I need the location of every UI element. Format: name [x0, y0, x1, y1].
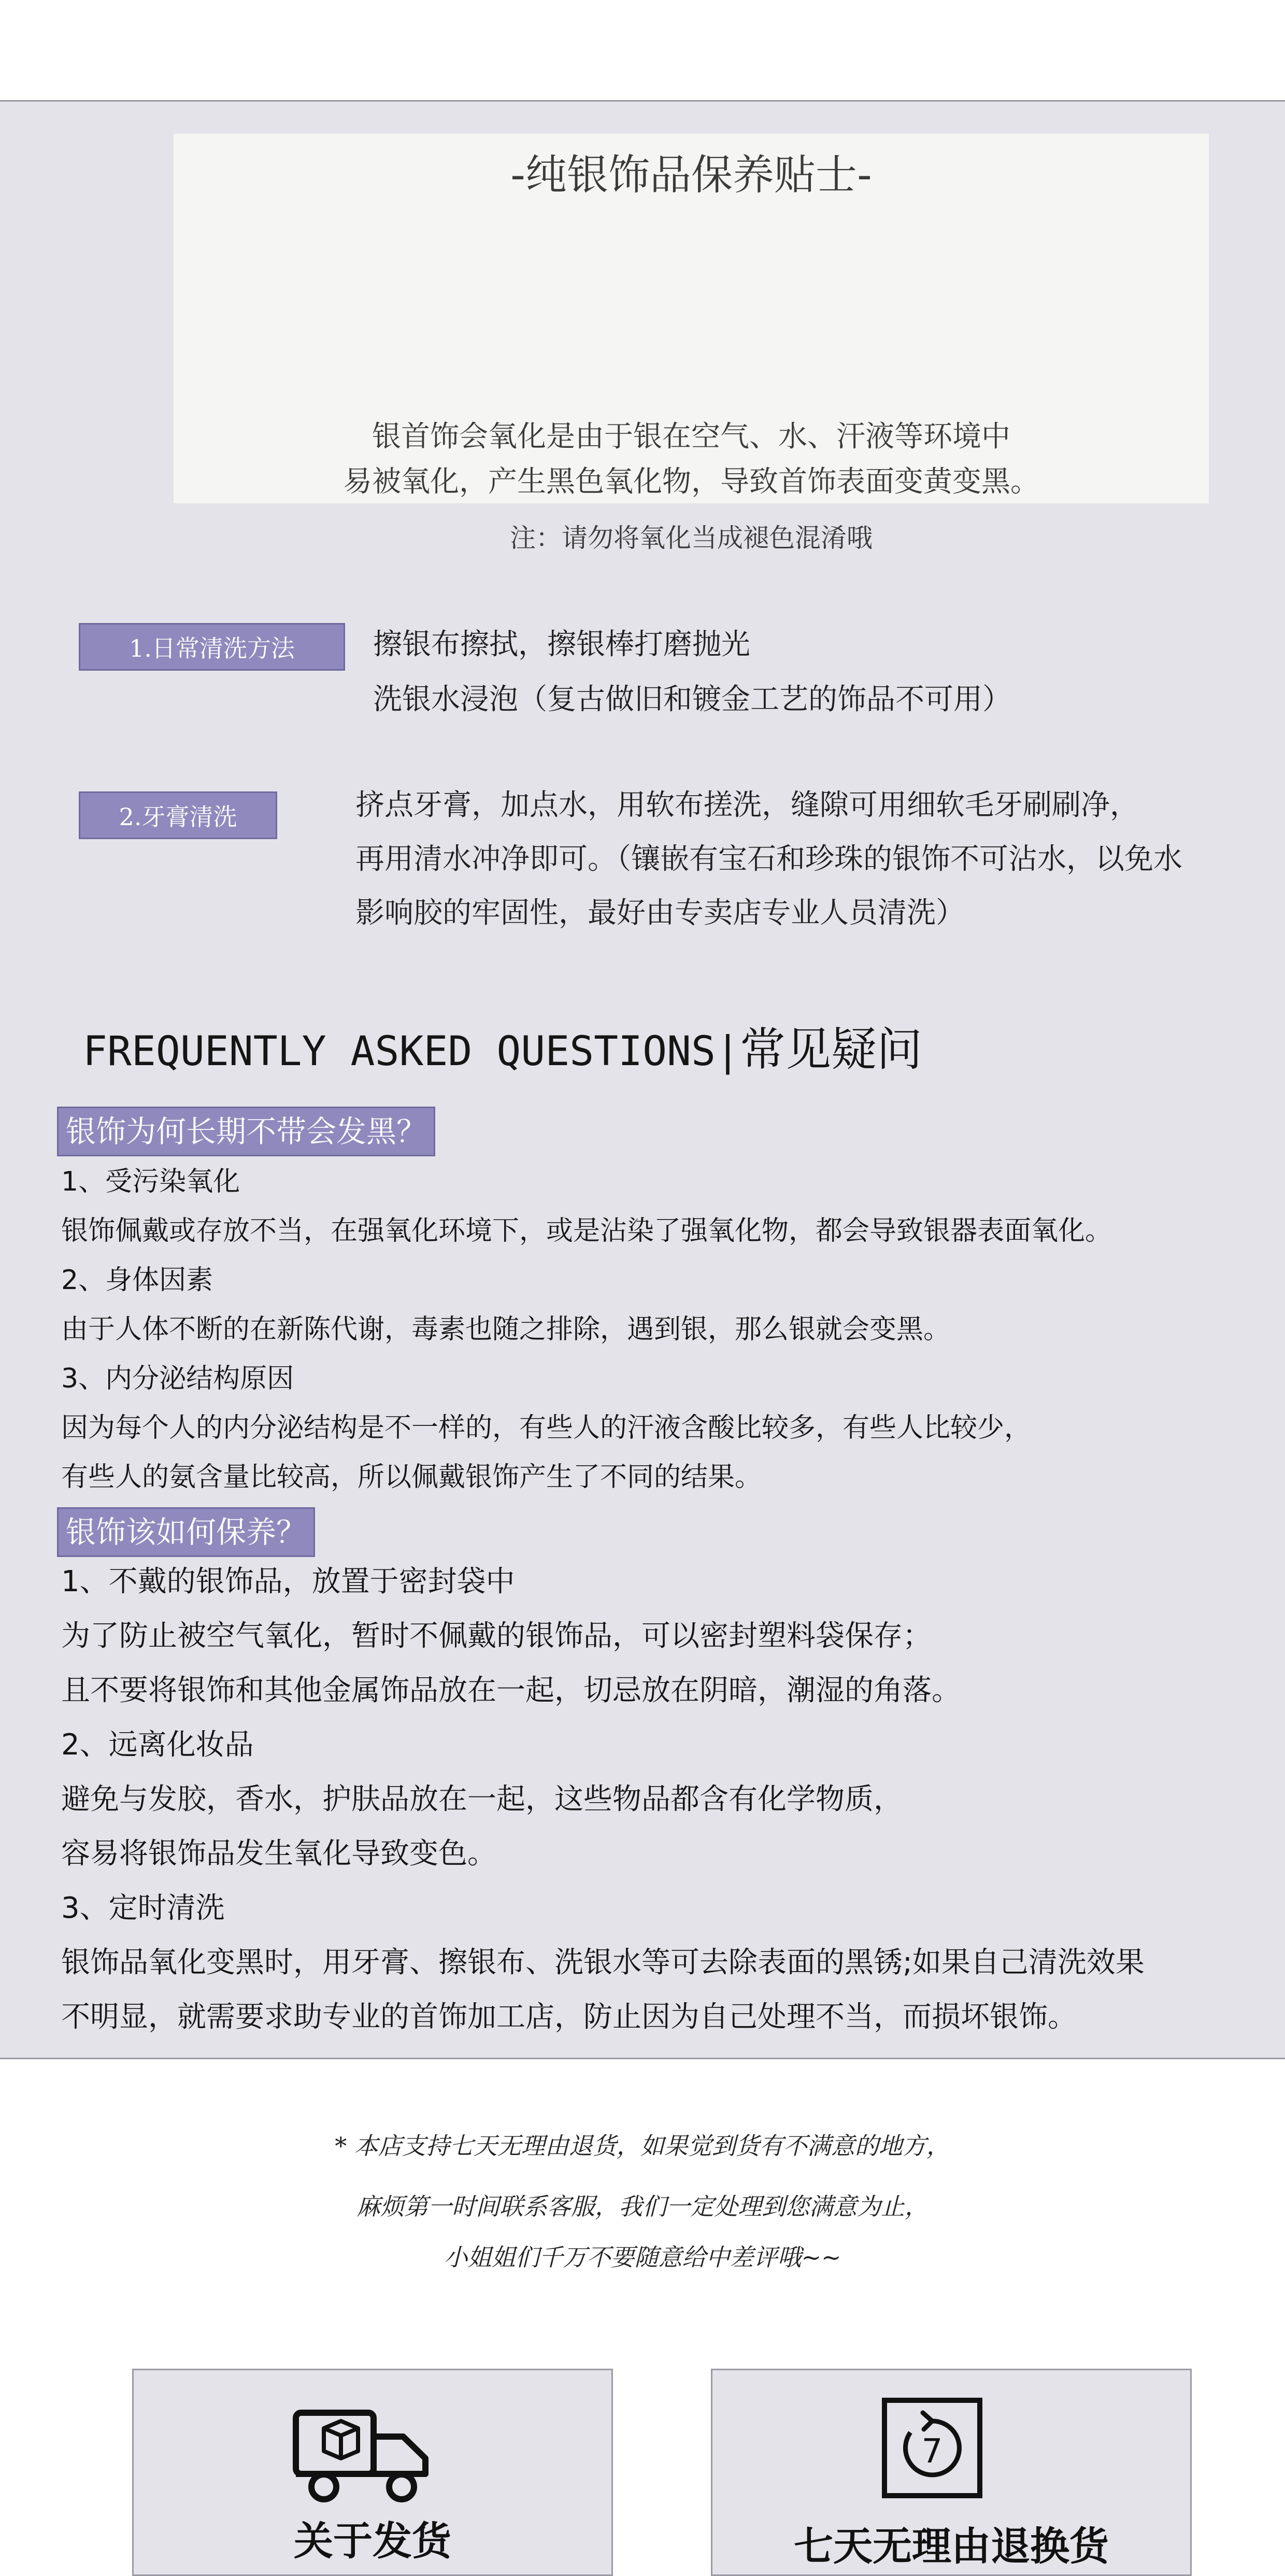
faq-q1-line-7: 有些人的氨含量比较高，所以佩戴银饰产生了不同的结果。: [61, 1462, 762, 1493]
tips-title: -纯银饰品保养贴士-: [510, 151, 872, 199]
notice-line-1: * 本店支持七天无理由退货，如果觉到货有不满意的地方，: [335, 2132, 950, 2160]
shipping-title: 关于发货: [294, 2518, 451, 2564]
return-title: 七天无理由退换货: [794, 2523, 1109, 2569]
faq-q1-line-3: 2、身体因素: [61, 1265, 213, 1296]
method-tag-daily-cleaning: 1.日常清洗方法: [79, 623, 345, 671]
faq-heading-separator: |: [715, 1028, 740, 1075]
tips-note: 注：请勿将氧化当成褪色混淆哦: [510, 523, 873, 553]
tips-line-2: 易被氧化，产生黑色氧化物，导致首饰表面变黄变黑。: [343, 465, 1039, 499]
faq-q2-line-7: 3、定时清洗: [61, 1891, 225, 1925]
faq-heading-en: FREQUENTLY ASKED QUESTIONS: [83, 1028, 716, 1075]
seven-day-return-icon: [880, 2396, 984, 2500]
return-card[interactable]: [711, 2369, 1192, 2576]
tips-card: [174, 134, 1209, 553]
method-2-line-3: 影响胶的牢固性，最好由专卖店专业人员清洗）: [355, 896, 965, 930]
faq-q1-line-2: 银饰佩戴或存放不当，在强氧化环境下，或是沾染了强氧化物，都会导致银器表面氧化。: [61, 1215, 1112, 1247]
faq-q2-line-4: 2、远离化妆品: [61, 1728, 254, 1762]
faq-q2-line-1: 1、不戴的银饰品，放置于密封袋中: [61, 1565, 515, 1598]
notice-line-3: 小姐姐们千万不要随意给中差评哦~~: [444, 2243, 841, 2271]
faq-q2-line-5: 避免与发胶，香水，护肤品放在一起，这些物品都含有化学物质，: [61, 1782, 903, 1816]
faq-q1-line-5: 3、内分泌结构原因: [61, 1363, 294, 1394]
faq-q2-line-9: 不明显，就需要求助专业的首饰加工店，防止因为自己处理不当，而损坏银饰。: [61, 2000, 1077, 2034]
method-tag-toothpaste: 2.牙膏清洗: [79, 791, 277, 839]
truck-icon: [292, 2407, 432, 2505]
notice-line-2: 麻烦第一时间联系客服，我们一定处理到您满意为止，: [356, 2192, 929, 2220]
faq-heading: [83, 1021, 922, 1080]
shipping-card[interactable]: [132, 2369, 613, 2576]
faq-q2-line-2: 为了防止被空气氧化，暂时不佩戴的银饰品，可以密封塑料袋保存；: [61, 1619, 932, 1653]
faq-heading-cn: 常见疑问: [739, 1023, 922, 1076]
faq-q2-line-8: 银饰品氧化变黑时，用牙膏、擦银布、洗银水等可去除表面的黑锈;如果自己清洗效果: [61, 1946, 1145, 1979]
faq-question-1: 银饰为何长期不带会发黑？: [57, 1107, 435, 1156]
faq-q1-line-4: 由于人体不断的在新陈代谢，毒素也随之排除，遇到银，那么银就会变黑。: [61, 1314, 951, 1345]
method-1-line-1: 擦银布擦拭，擦银棒打磨抛光: [373, 628, 750, 661]
tips-line-1: 银首饰会氧化是由于银在空气、水、汗液等环境中: [372, 420, 1010, 454]
faq-q1-line-1: 1、受污染氧化: [61, 1166, 240, 1197]
method-2-line-1: 挤点牙膏，加点水，用软布搓洗，缝隙可用细软毛牙刷刷净，: [355, 788, 1139, 822]
svg-text:7: 7: [921, 2432, 943, 2471]
method-2-line-2: 再用清水冲净即可。（镶嵌有宝石和珍珠的银饰不可沾水，以免水: [355, 842, 1182, 876]
faq-q2-line-3: 且不要将银饰和其他金属饰品放在一起，切忌放在阴暗，潮湿的角落。: [61, 1674, 961, 1707]
faq-q1-line-6: 因为每个人的内分泌结构是不一样的，有些人的汗液含酸比较多，有些人比较少，: [61, 1412, 1032, 1443]
faq-question-2: 银饰该如何保养？: [57, 1507, 315, 1557]
faq-q2-line-6: 容易将银饰品发生氧化导致变色。: [61, 1837, 496, 1871]
method-1-line-2: 洗银水浸泡（复古做旧和镀金工艺的饰品不可用）: [373, 683, 1011, 716]
